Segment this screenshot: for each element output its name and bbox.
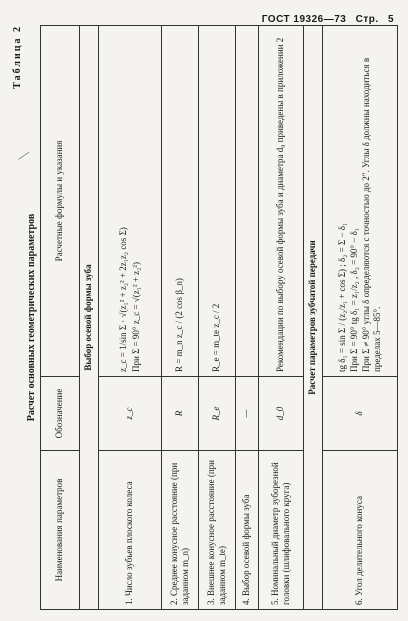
section-row-gear: [304, 26, 323, 610]
param-symbol: R: [162, 377, 199, 451]
table-row: [323, 26, 398, 610]
param-formula: Рекомендации по выбору осевой формы зуба и диаметра d₀ приведены в приложении 2: [259, 26, 304, 377]
param-name: 3. Внешнее конусное расстояние (при заданном m_te): [199, 451, 236, 610]
param-symbol: z_c: [99, 377, 162, 451]
section-title: Выбор осевой формы зуба: [80, 26, 99, 610]
param-name: 6. Угол делительного конуса: [323, 451, 398, 610]
param-name: 5. Номинальный диаметр зуборезной головки (шлифовального круга): [259, 451, 304, 610]
col-header-formula: Расчетные формулы и указания: [41, 26, 80, 377]
formula-line: z_c = 1/sin Σ · √(z₁² + z₂² + 2z₁z₂ cos Σ): [118, 227, 129, 372]
col-header-name: Наименования параметров: [41, 451, 80, 610]
table-row: [259, 26, 304, 610]
param-formula: [99, 26, 162, 377]
formula-line: При Σ = 90° tg δ₁ = z₁/z₂ , δ₂ = 90° − δ₁: [348, 228, 359, 372]
param-name: 2. Среднее конусное расстояние (при заданном m_n): [162, 451, 199, 610]
param-formula: [199, 26, 236, 377]
param-name: 1. Число зубьев плоского колеса: [99, 451, 162, 610]
table-label: Таблица 2: [12, 25, 23, 89]
formula-line: При Σ = 90° z_c = √(z₁² + z₂²): [130, 262, 141, 372]
col-header-symbol: Обозначение: [41, 377, 80, 451]
table-header-row: [41, 26, 80, 610]
table-row: [99, 26, 162, 610]
page-header: [256, 14, 394, 25]
formula-line: R = m_n z_c / (2 cos β_n): [174, 278, 185, 372]
table-row: [162, 26, 199, 610]
param-symbol: δ: [323, 377, 398, 451]
page-label: Стр.: [355, 14, 379, 25]
param-name: 4. Выбор осевой формы зуба: [236, 451, 259, 610]
gost-number: ГОСТ 19326—73: [261, 14, 347, 25]
parameters-table: [40, 25, 398, 610]
table-row: [199, 26, 236, 610]
param-symbol: d_0: [259, 377, 304, 451]
section-title: Расчет параметров зубчатой передачи: [304, 26, 323, 610]
rotated-table-area: [10, 25, 383, 610]
param-symbol: —: [236, 377, 259, 451]
formula-line: R_e = m_te z_c / 2: [211, 303, 222, 372]
param-formula: [323, 26, 398, 377]
table-title: Расчет основных геометрических параметров: [26, 213, 37, 422]
param-symbol: R_e: [199, 377, 236, 451]
formula-line: tg δ₁ = sin Σ / (z₂/z₁ + cos Σ) ; δ₂ = Σ − δ₁: [336, 222, 347, 372]
param-formula: [162, 26, 199, 377]
param-formula: [236, 26, 259, 377]
table-row: [236, 26, 259, 610]
section-row-axial: [80, 26, 99, 610]
formula-line: При Σ ≠ 90° углы δ определяются с точностью до 2″. Углы δ должны находиться в пределах 5—85°.: [361, 57, 383, 372]
page-number: 5: [387, 14, 394, 25]
pen-mark-icon: ⁄: [19, 148, 28, 165]
